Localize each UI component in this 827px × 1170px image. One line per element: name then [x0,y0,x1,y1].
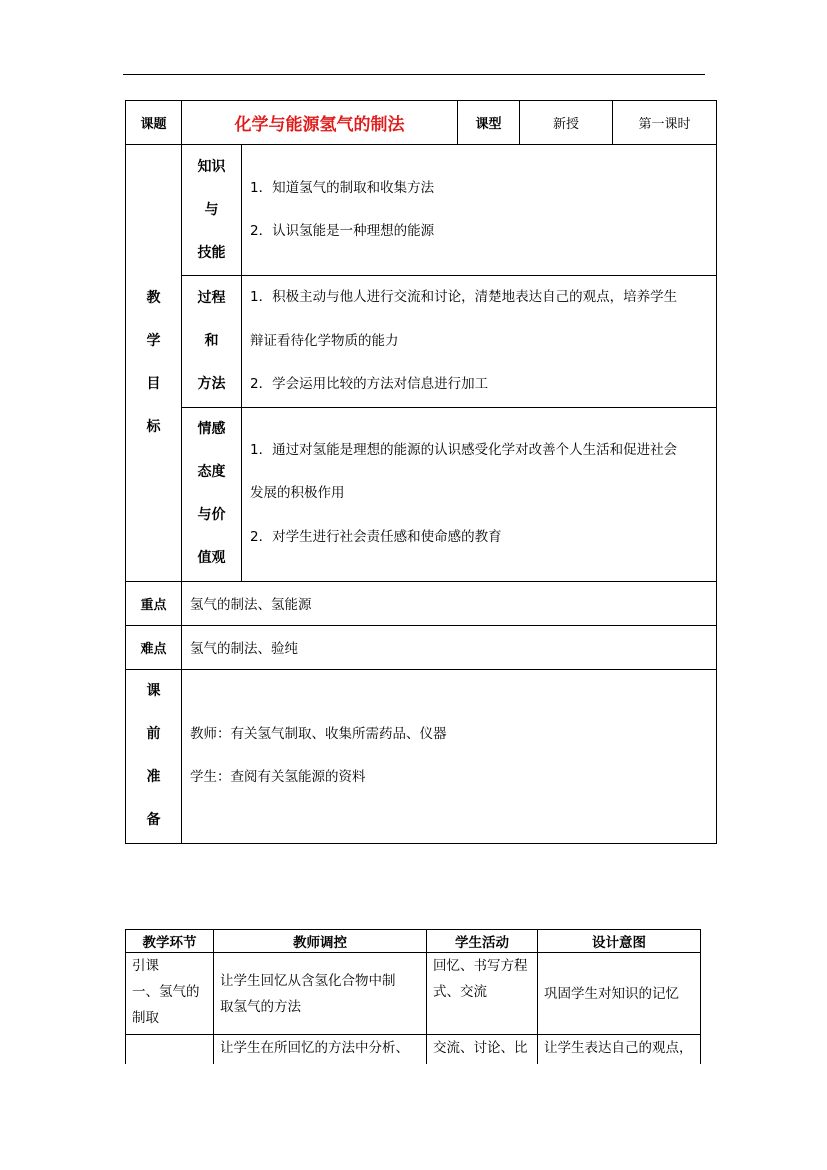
intent-cell-2: 让学生表达自己的观点， [538,1035,701,1065]
preparation-content: 教师：有关氢气制取、收集所需药品、仪器 学生：查阅有关氢能源的资料 [182,669,717,843]
student-cell: 回忆、书写方程 式、交流 [427,953,538,1035]
header-student: 学生活动 [427,930,538,953]
lesson-type: 新授 [520,101,613,145]
header-intent: 设计意图 [538,930,701,953]
type-label: 课型 [458,101,520,145]
emotion-values-content: 1．通过对氢能是理想的能源的认识感受化学对改善个人生活和促进社会 发展的积极作用 2．对学生进行社会责任感和使命感的教育 [242,407,717,581]
teacher-cell-2: 让学生在所回忆的方法中分析、 [214,1035,427,1065]
topic-label: 课题 [126,101,182,145]
key-points-text: 氢气的制法、氢能源 [182,581,717,625]
stage-cell: 引课 一、氢气的 制取 [126,953,214,1035]
lesson-title: 化学与能源氢气的制法 [182,101,458,145]
header-rule [123,74,705,75]
process-method-content: 1．积极主动与他人进行交流和讨论，清楚地表达自己的观点，培养学生 辩证看待化学物质的能力 2．学会运用比较的方法对信息进行加工 [242,276,717,408]
stage-cell-2 [126,1035,214,1065]
preparation-label: 课 前 准 备 [126,669,182,843]
difficulties-label: 难点 [126,625,182,669]
process-method-label: 过程 和 方法 [182,276,242,408]
intent-cell: 巩固学生对知识的记忆 [538,953,701,1035]
lesson-period: 第一课时 [613,101,717,145]
header-teacher: 教师调控 [214,930,427,953]
emotion-values-label: 情感 态度 与价 值观 [182,407,242,581]
header-stage: 教学环节 [126,930,214,953]
objectives-label: 教 学 目 标 [126,145,182,582]
knowledge-skills-content: 1．知道氢气的制取和收集方法 2．认识氢能是一种理想的能源 [242,145,717,276]
student-cell-2: 交流、讨论、比 [427,1035,538,1065]
lesson-plan-table [125,100,717,844]
knowledge-skills-label: 知识 与 技能 [182,145,242,276]
teacher-cell: 让学生回忆从含氢化合物中制 取氢气的方法 [214,953,427,1035]
teaching-process-table [125,929,701,1064]
difficulties-text: 氢气的制法、验纯 [182,625,717,669]
key-points-label: 重点 [126,581,182,625]
